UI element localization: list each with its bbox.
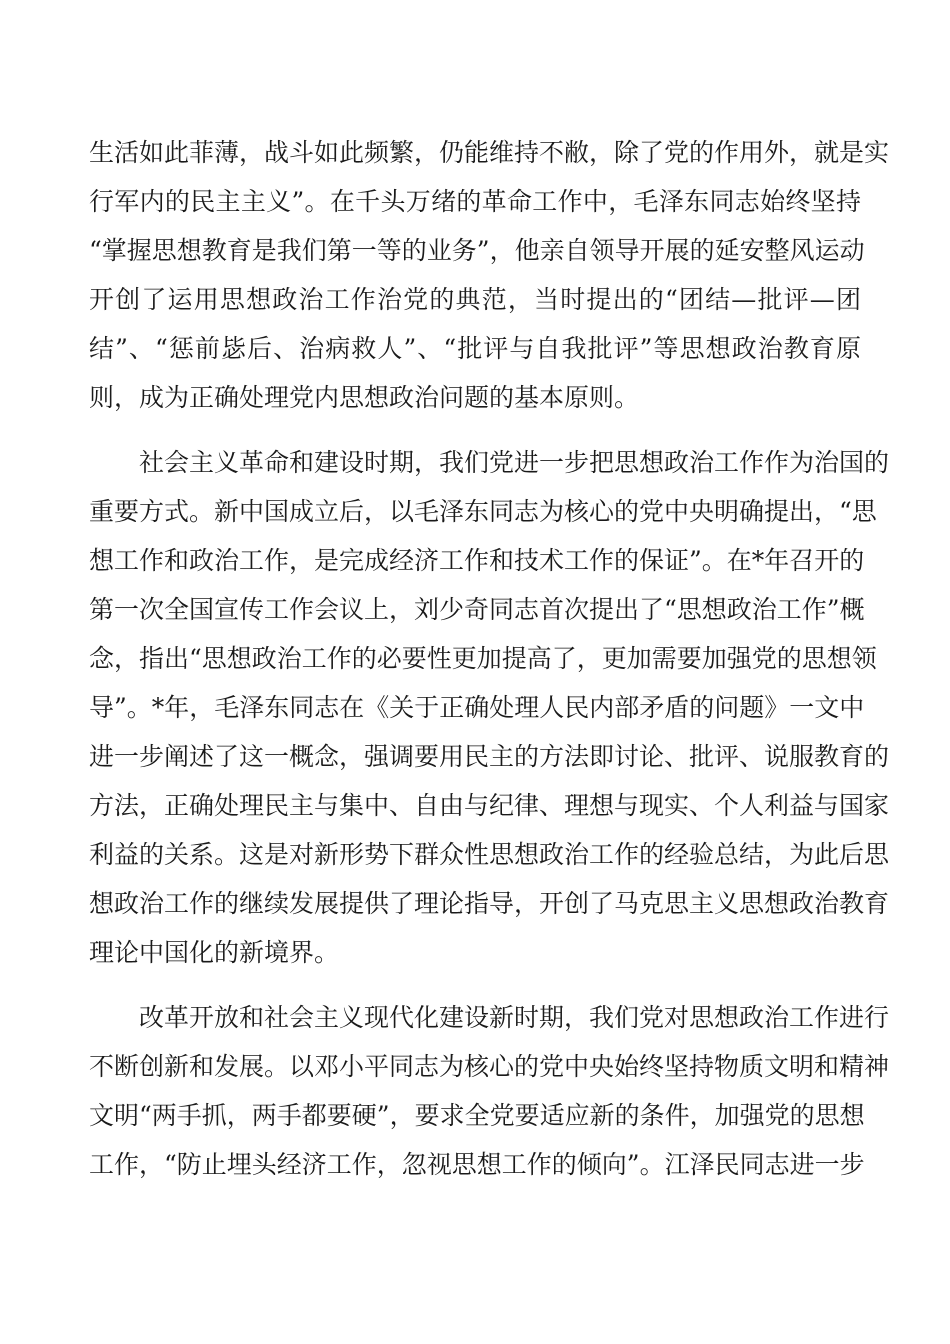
text-line: 导”。*年，毛泽东同志在《关于正确处理人民内部矛盾的问题》一文中: [89, 693, 865, 722]
paragraph: [89, 438, 890, 977]
text-line: 利益的关系。这是对新形势下群众性思想政治工作的经验总结，为此后思: [89, 840, 890, 869]
document-body: [89, 128, 890, 1189]
text-line: 念，指出“思想政治工作的必要性更加提高了，更加需要加强党的思想领: [89, 644, 877, 673]
text-line: 理论中国化的新境界。: [89, 938, 340, 967]
text-line: 方法，正确处理民主与集中、自由与纪律、理想与现实、个人利益与国家: [89, 791, 890, 820]
text-line: 社会主义革命和建设时期，我们党进一步把思想政治工作作为治国的: [139, 448, 890, 477]
text-line: 改革开放和社会主义现代化建设新时期，我们党对思想政治工作进行: [139, 1003, 890, 1032]
paragraph: [89, 128, 890, 422]
text-line: 重要方式。新中国成立后，以毛泽东同志为核心的党中央明确提出，“思: [89, 497, 877, 526]
text-line: 行军内的民主主义”。在千头万绪的革命工作中，毛泽东同志始终坚持: [89, 187, 861, 216]
text-line: 不断创新和发展。以邓小平同志为核心的党中央始终坚持物质文明和精神: [89, 1052, 890, 1081]
text-line: “掌握思想教育是我们第一等的业务”，他亲自领导开展的延安整风运动: [89, 236, 865, 265]
text-line: 工作，“防止埋头经济工作，忽视思想工作的倾向”。江泽民同志进一步: [89, 1150, 865, 1179]
paragraph: [89, 993, 890, 1189]
text-line: 第一次全国宣传工作会议上，刘少奇同志首次提出了“思想政治工作”概: [89, 595, 865, 624]
text-line: 则，成为正确处理党内思想政治问题的基本原则。: [89, 383, 640, 412]
text-line: 想政治工作的继续发展提供了理论指导，开创了马克思主义思想政治教育: [89, 889, 890, 918]
text-line: 开创了运用思想政治工作治党的典范，当时提出的“团结—批评—团: [89, 285, 861, 314]
text-line: 文明“两手抓，两手都要硬”，要求全党要适应新的条件，加强党的思想: [89, 1101, 865, 1130]
text-line: 想工作和政治工作，是完成经济工作和技术工作的保证”。在*年召开的: [89, 546, 865, 575]
text-line: 进一步阐述了这一概念，强调要用民主的方法即讨论、批评、说服教育的: [89, 742, 890, 771]
text-line: 生活如此菲薄，战斗如此频繁，仍能维持不敝，除了党的作用外，就是实: [89, 138, 890, 167]
text-line: 结”、“惩前毖后、治病救人”、“批评与自我批评”等思想政治教育原: [89, 334, 861, 363]
